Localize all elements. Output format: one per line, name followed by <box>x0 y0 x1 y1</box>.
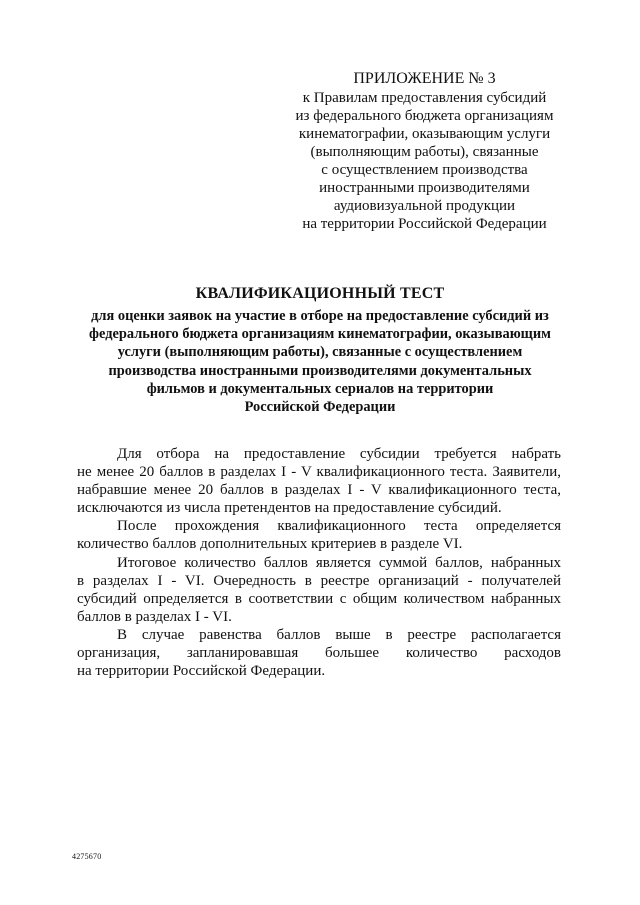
subtitle-line: производства иностранными производителями документальных <box>108 362 532 379</box>
appendix-line: на территории Российской Федерации <box>302 216 547 232</box>
document-title: КВАЛИФИКАЦИОННЫЙ ТЕСТ <box>195 285 445 302</box>
appendix-title: ПРИЛОЖЕНИЕ № 3 <box>353 70 496 87</box>
paragraph-line: После прохождения квалификационного теста определяется <box>117 518 561 535</box>
paragraph-line: баллов в разделах I - VI. <box>77 608 232 625</box>
subtitle-line: Российской Федерации <box>244 399 396 416</box>
paragraph <box>77 554 561 626</box>
paragraph-line: количество баллов дополнительных критериев в разделе VI. <box>77 536 463 553</box>
paragraph-line: В случае равенства баллов выше в реестре располагается <box>117 626 561 643</box>
paragraph-line: субсидий определяется в соответствии с общим количеством набранных <box>77 590 561 607</box>
paragraph <box>77 517 561 553</box>
paragraph-line: набравшие менее 20 баллов в разделах I - V квалификационного теста, <box>77 482 561 499</box>
body-text <box>77 445 561 680</box>
appendix-line: кинематографии, оказывающим услуги <box>298 126 551 142</box>
appendix-line: к Правилам предоставления субсидий <box>302 90 547 106</box>
appendix-line: аудиовизуальной продукции <box>333 198 516 214</box>
appendix-line: (выполняющим работы), связанные <box>310 144 539 160</box>
paragraph-line: организация, запланировавшая большее количество расходов <box>77 645 561 662</box>
paragraph <box>77 445 561 517</box>
paragraph-line: Для отбора на предоставление субсидии требуется набрать <box>117 446 561 462</box>
paragraph-line: на территории Российской Федерации. <box>77 663 326 680</box>
subtitle-line: фильмов и документальных сериалов на территории <box>146 380 494 397</box>
appendix-line: из федерального бюджета организациям <box>295 108 554 124</box>
appendix-line: с осуществлением производства <box>321 162 528 178</box>
paragraph <box>77 626 561 680</box>
document-subtitle <box>66 307 574 416</box>
paragraph-line: Итоговое количество баллов является суммой баллов, набранных <box>117 554 561 571</box>
appendix-header <box>292 70 557 233</box>
subtitle-line: для оценки заявок на участие в отборе на предоставление субсидий из <box>91 308 549 324</box>
document-number: 4275670 <box>72 852 102 861</box>
subtitle-line: услуги (выполняющим работы), связанные с осуществлением <box>117 344 523 361</box>
paragraph-line: исключаются из числа претендентов на предоставление субсидий. <box>77 500 502 517</box>
paragraph-line: не менее 20 баллов в разделах I - V квалификационного теста. Заявители, <box>77 464 561 481</box>
appendix-line: иностранными производителями <box>319 180 530 196</box>
subtitle-line: федерального бюджета организациям кинематографии, оказывающим <box>89 326 551 343</box>
paragraph-line: в разделах I - VI. Очередность в реестре организаций - получателей <box>77 572 561 589</box>
